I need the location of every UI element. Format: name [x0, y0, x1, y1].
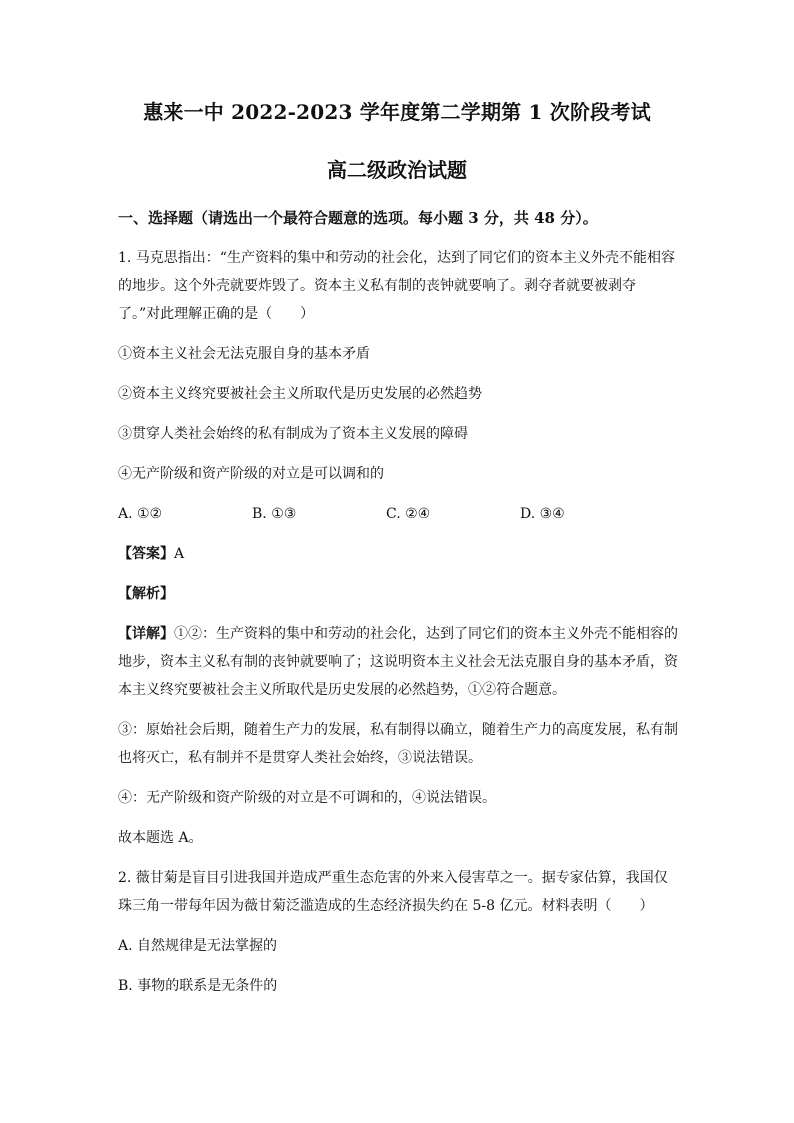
detail-paragraph: [118, 620, 678, 704]
exam-subtitle: 高二级政治试题: [327, 158, 467, 182]
question-1-options: [118, 500, 678, 528]
exam-content: [118, 204, 678, 1012]
question-1-item-4: ④无产阶级和资产阶级的对立是可以调和的: [118, 466, 384, 482]
answer-value: A: [174, 546, 185, 562]
section-heading: 一、选择题（请选出一个最符合题意的选项。每小题 3 分，共 48 分）。: [118, 209, 598, 227]
option-d: D. ③④: [520, 506, 565, 522]
conclusion: 故本题选 A。: [118, 830, 203, 846]
analysis-point-3: ③：原始社会后期，随着生产力的发展，私有制得以确立，随着生产力的高度发展，私有制也将灭亡，私有制并不是贯穿人类社会始终，③说法错误。: [118, 722, 678, 766]
detail-label: 【详解】: [118, 626, 174, 642]
option-a: A. ①②: [118, 506, 163, 522]
question-2-option-a: A. 自然规律是无法掌握的: [118, 938, 278, 954]
answer-line: [118, 540, 678, 568]
answer-label: 【答案】: [118, 546, 174, 562]
option-c: C. ②④: [386, 506, 431, 522]
detail-text: ①②：生产资料的集中和劳动的社会化，达到了同它们的资本主义外壳不能相容的地步，资本主义私有制的丧钟就要响了；这说明资本主义社会无法克服自身的基本矛盾，资本主义终究要被社会主义所取代是历史发展的必然趋势，①②符合题意。: [118, 626, 678, 698]
question-1-item-1: ①资本主义社会无法克服自身的基本矛盾: [118, 346, 370, 362]
question-2-option-b: B. 事物的联系是无条件的: [118, 978, 278, 994]
question-1-item-2: ②资本主义终究要被社会主义所取代是历史发展的必然趋势: [118, 386, 482, 402]
analysis-label: 【解析】: [118, 586, 174, 602]
analysis-point-4: ④：无产阶级和资产阶级的对立是不可调和的，④说法错误。: [118, 790, 496, 806]
question-1-item-3: ③贯穿人类社会始终的私有制成为了资本主义发展的障碍: [118, 426, 468, 442]
question-1-stem: 1. 马克思指出：“生产资料的集中和劳动的社会化，达到了同它们的资本主义外壳不能相容的地步。这个外壳就要炸毁了。资本主义私有制的丧钟就要响了。剥夺者就要被剥夺了。”对此理解正确的是（ ）: [118, 250, 675, 322]
question-2-stem: 2. 薇甘菊是盲目引进我国并造成严重生态危害的外来入侵害草之一。据专家估算，我国仅珠三角一带每年因为薇甘菊泛滥造成的生态经济损失约在 5-8 亿元。材料表明（ ）: [118, 870, 668, 914]
option-b: B. ①③: [252, 506, 297, 522]
exam-title: 惠来一中 2022-2023 学年度第二学期第 1 次阶段考试: [143, 100, 651, 124]
